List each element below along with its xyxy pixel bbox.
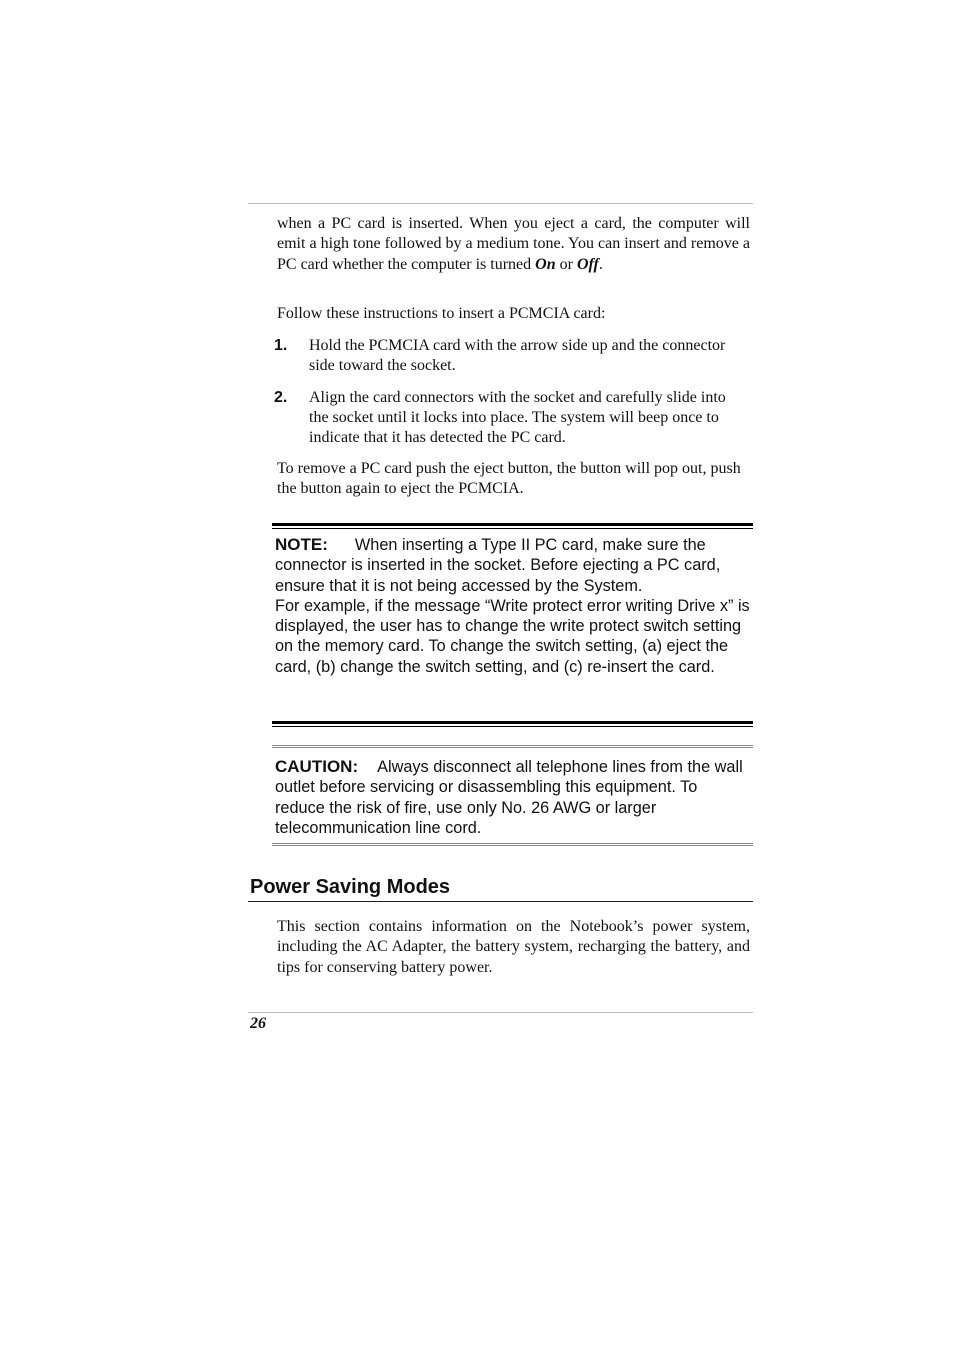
note-paragraph (275, 535, 751, 596)
note-example: For example, if the message “Write protect error writing Drive x” is displayed, the user has to change the write protect switch setting on the memory card. To change the switch setting, (a) eject the card, (b) change the switch setting, and (c) re-insert the card. (275, 596, 750, 676)
note-top-rule (272, 523, 753, 529)
remove-paragraph: To remove a PC card push the eject button, the button will pop out, push the button again to eject the PCMCIA. (277, 460, 741, 498)
step-number: 1. (274, 337, 288, 354)
or-text: or (555, 255, 577, 273)
caution-text: Always disconnect all telephone lines from the wall outlet before servicing or disassembling this equipment. To reduce the risk of fire, use only No. 26 AWG or larger telecommunication line cord. (275, 758, 743, 837)
note-label: NOTE: (275, 535, 328, 554)
bottom-rule (248, 1012, 753, 1013)
intro-text: when a PC card is inserted. When you eject a card, the computer will emit a high tone followed by a medium tone. You can insert and remove a PC card whether the computer is turned (277, 215, 750, 273)
page-number: 26 (250, 1015, 266, 1032)
note-box (275, 535, 751, 677)
section-heading: Power Saving Modes (250, 876, 451, 898)
note-bottom-rule (272, 721, 753, 727)
step-text: Align the card connectors with the socket and carefully slide into the socket until it locks into place. The system will beep once to indicate that it has detected the PC card. (309, 389, 726, 446)
intro-end: . (598, 255, 603, 273)
heading-rule (248, 901, 753, 902)
intro-paragraph (277, 214, 750, 275)
caution-box (275, 757, 751, 838)
on-emphasis: On (535, 255, 556, 273)
instructions-lead: Follow these instructions to insert a PCMCIA card: (277, 305, 606, 322)
caution-top-rule (272, 745, 753, 748)
caution-label: CAUTION: (275, 757, 359, 776)
caution-bottom-rule (272, 843, 753, 846)
step-number: 2. (274, 389, 288, 406)
top-rule (248, 203, 753, 204)
note-text: When inserting a Type II PC card, make sure the connector is inserted in the socket. Before ejecting a PC card, ensure that it is not being accessed by the System. (275, 536, 721, 595)
step-text: Hold the PCMCIA card with the arrow side up and the connector side toward the socket. (309, 337, 726, 374)
section-body: This section contains information on the Notebook’s power system, including the AC Adapter, the battery system, recharging the battery, and tips for conserving battery power. (277, 918, 750, 976)
off-emphasis: Off (576, 255, 599, 273)
